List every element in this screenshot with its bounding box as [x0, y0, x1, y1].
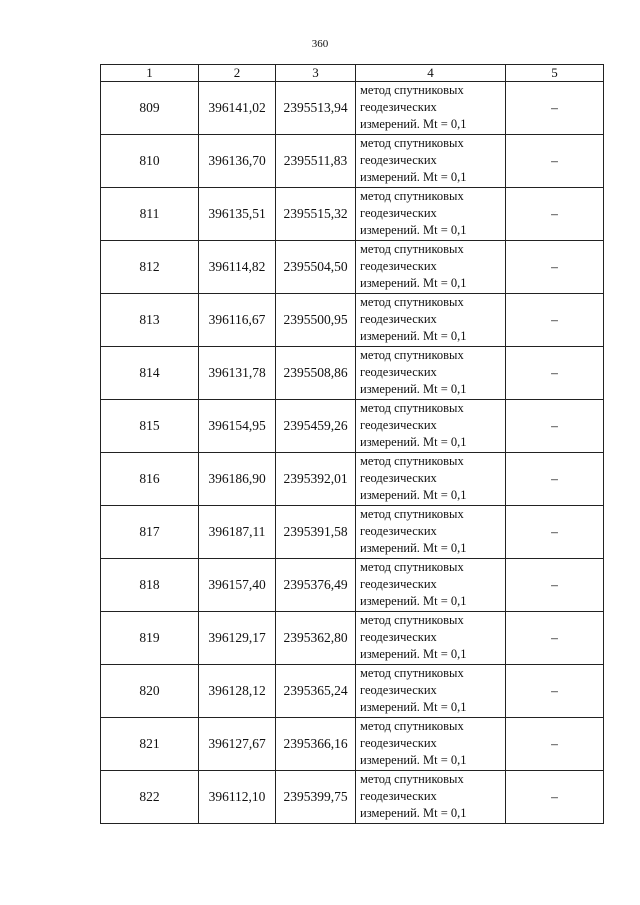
method-text-line: измерений. Mt = 0,1	[360, 117, 467, 131]
method-text-line: метод спутниковых	[360, 772, 464, 786]
method-cell	[356, 771, 506, 824]
method-text-line: геодезических	[360, 736, 437, 750]
y-coordinate-cell: 2395504,50	[276, 241, 356, 294]
point-number-cell: 815	[101, 400, 199, 453]
method-text-line: геодезических	[360, 153, 437, 167]
note-cell: –	[506, 400, 604, 453]
note-cell: –	[506, 665, 604, 718]
method-text-line: геодезических	[360, 365, 437, 379]
method-text-line: метод спутниковых	[360, 242, 464, 256]
x-coordinate-cell: 396135,51	[199, 188, 276, 241]
table-row	[101, 241, 604, 294]
method-text-line: метод спутниковых	[360, 295, 464, 309]
y-coordinate-cell: 2395362,80	[276, 612, 356, 665]
point-number-cell: 821	[101, 718, 199, 771]
method-text-line: геодезических	[360, 789, 437, 803]
table-row	[101, 453, 604, 506]
header-col-3: 3	[276, 65, 356, 82]
note-cell: –	[506, 718, 604, 771]
point-number-cell: 816	[101, 453, 199, 506]
x-coordinate-cell: 396154,95	[199, 400, 276, 453]
method-text-line: метод спутниковых	[360, 454, 464, 468]
method-text-line: измерений. Mt = 0,1	[360, 223, 467, 237]
x-coordinate-cell: 396112,10	[199, 771, 276, 824]
note-cell: –	[506, 241, 604, 294]
method-text-line: измерений. Mt = 0,1	[360, 435, 467, 449]
method-text-line: метод спутниковых	[360, 136, 464, 150]
note-cell: –	[506, 82, 604, 135]
y-coordinate-cell: 2395515,32	[276, 188, 356, 241]
method-text-line: геодезических	[360, 577, 437, 591]
method-cell	[356, 453, 506, 506]
note-cell: –	[506, 506, 604, 559]
method-text-line: измерений. Mt = 0,1	[360, 329, 467, 343]
method-text-line: геодезических	[360, 524, 437, 538]
note-cell: –	[506, 135, 604, 188]
y-coordinate-cell: 2395376,49	[276, 559, 356, 612]
y-coordinate-cell: 2395513,94	[276, 82, 356, 135]
method-text-line: измерений. Mt = 0,1	[360, 488, 467, 502]
table-header	[101, 65, 604, 82]
point-number-cell: 812	[101, 241, 199, 294]
table-row	[101, 559, 604, 612]
method-text-line: измерений. Mt = 0,1	[360, 170, 467, 184]
method-text-line: измерений. Mt = 0,1	[360, 541, 467, 555]
note-cell: –	[506, 771, 604, 824]
point-number-cell: 810	[101, 135, 199, 188]
method-text-line: измерений. Mt = 0,1	[360, 806, 467, 820]
y-coordinate-cell: 2395500,95	[276, 294, 356, 347]
method-text-line: геодезических	[360, 100, 437, 114]
method-cell	[356, 188, 506, 241]
method-text-line: измерений. Mt = 0,1	[360, 700, 467, 714]
x-coordinate-cell: 396186,90	[199, 453, 276, 506]
table-row	[101, 506, 604, 559]
coordinates-table	[100, 64, 604, 824]
method-text-line: геодезических	[360, 418, 437, 432]
x-coordinate-cell: 396131,78	[199, 347, 276, 400]
note-cell: –	[506, 347, 604, 400]
method-cell	[356, 559, 506, 612]
y-coordinate-cell: 2395365,24	[276, 665, 356, 718]
table-body	[101, 82, 604, 824]
y-coordinate-cell: 2395399,75	[276, 771, 356, 824]
note-cell: –	[506, 294, 604, 347]
table-row	[101, 294, 604, 347]
table-row	[101, 612, 604, 665]
method-cell	[356, 241, 506, 294]
method-cell	[356, 612, 506, 665]
method-text-line: измерений. Mt = 0,1	[360, 594, 467, 608]
point-number-cell: 822	[101, 771, 199, 824]
method-text-line: измерений. Mt = 0,1	[360, 753, 467, 767]
point-number-cell: 819	[101, 612, 199, 665]
method-text-line: метод спутниковых	[360, 83, 464, 97]
method-text-line: метод спутниковых	[360, 348, 464, 362]
page-number: 360	[311, 38, 329, 50]
point-number-cell: 817	[101, 506, 199, 559]
x-coordinate-cell: 396157,40	[199, 559, 276, 612]
method-cell	[356, 294, 506, 347]
x-coordinate-cell: 396127,67	[199, 718, 276, 771]
method-text-line: метод спутниковых	[360, 401, 464, 415]
method-text-line: метод спутниковых	[360, 189, 464, 203]
method-text-line: геодезических	[360, 259, 437, 273]
method-text-line: метод спутниковых	[360, 666, 464, 680]
method-text-line: метод спутниковых	[360, 560, 464, 574]
table-row	[101, 665, 604, 718]
note-cell: –	[506, 453, 604, 506]
y-coordinate-cell: 2395391,58	[276, 506, 356, 559]
y-coordinate-cell: 2395508,86	[276, 347, 356, 400]
method-cell	[356, 82, 506, 135]
point-number-cell: 811	[101, 188, 199, 241]
table-row	[101, 135, 604, 188]
note-cell: –	[506, 188, 604, 241]
point-number-cell: 813	[101, 294, 199, 347]
method-cell	[356, 347, 506, 400]
header-col-2: 2	[199, 65, 276, 82]
table-row	[101, 400, 604, 453]
method-cell	[356, 665, 506, 718]
x-coordinate-cell: 396141,02	[199, 82, 276, 135]
method-cell	[356, 400, 506, 453]
method-text-line: геодезических	[360, 206, 437, 220]
method-text-line: измерений. Mt = 0,1	[360, 276, 467, 290]
table-row	[101, 188, 604, 241]
x-coordinate-cell: 396129,17	[199, 612, 276, 665]
y-coordinate-cell: 2395459,26	[276, 400, 356, 453]
header-col-1: 1	[101, 65, 199, 82]
point-number-cell: 809	[101, 82, 199, 135]
method-text-line: геодезических	[360, 312, 437, 326]
method-text-line: метод спутниковых	[360, 507, 464, 521]
method-text-line: измерений. Mt = 0,1	[360, 382, 467, 396]
header-row	[101, 65, 604, 82]
table-row	[101, 347, 604, 400]
method-text-line: измерений. Mt = 0,1	[360, 647, 467, 661]
method-cell	[356, 135, 506, 188]
point-number-cell: 820	[101, 665, 199, 718]
method-text-line: геодезических	[360, 471, 437, 485]
table-row	[101, 718, 604, 771]
point-number-cell: 818	[101, 559, 199, 612]
method-cell	[356, 718, 506, 771]
x-coordinate-cell: 396136,70	[199, 135, 276, 188]
y-coordinate-cell: 2395392,01	[276, 453, 356, 506]
note-cell: –	[506, 612, 604, 665]
method-text-line: метод спутниковых	[360, 719, 464, 733]
method-text-line: геодезических	[360, 683, 437, 697]
header-col-5: 5	[506, 65, 604, 82]
table-row	[101, 771, 604, 824]
point-number-cell: 814	[101, 347, 199, 400]
x-coordinate-cell: 396114,82	[199, 241, 276, 294]
method-text-line: метод спутниковых	[360, 613, 464, 627]
y-coordinate-cell: 2395511,83	[276, 135, 356, 188]
x-coordinate-cell: 396128,12	[199, 665, 276, 718]
table-row	[101, 82, 604, 135]
x-coordinate-cell: 396116,67	[199, 294, 276, 347]
method-text-line: геодезических	[360, 630, 437, 644]
header-col-4: 4	[356, 65, 506, 82]
y-coordinate-cell: 2395366,16	[276, 718, 356, 771]
method-cell	[356, 506, 506, 559]
note-cell: –	[506, 559, 604, 612]
x-coordinate-cell: 396187,11	[199, 506, 276, 559]
